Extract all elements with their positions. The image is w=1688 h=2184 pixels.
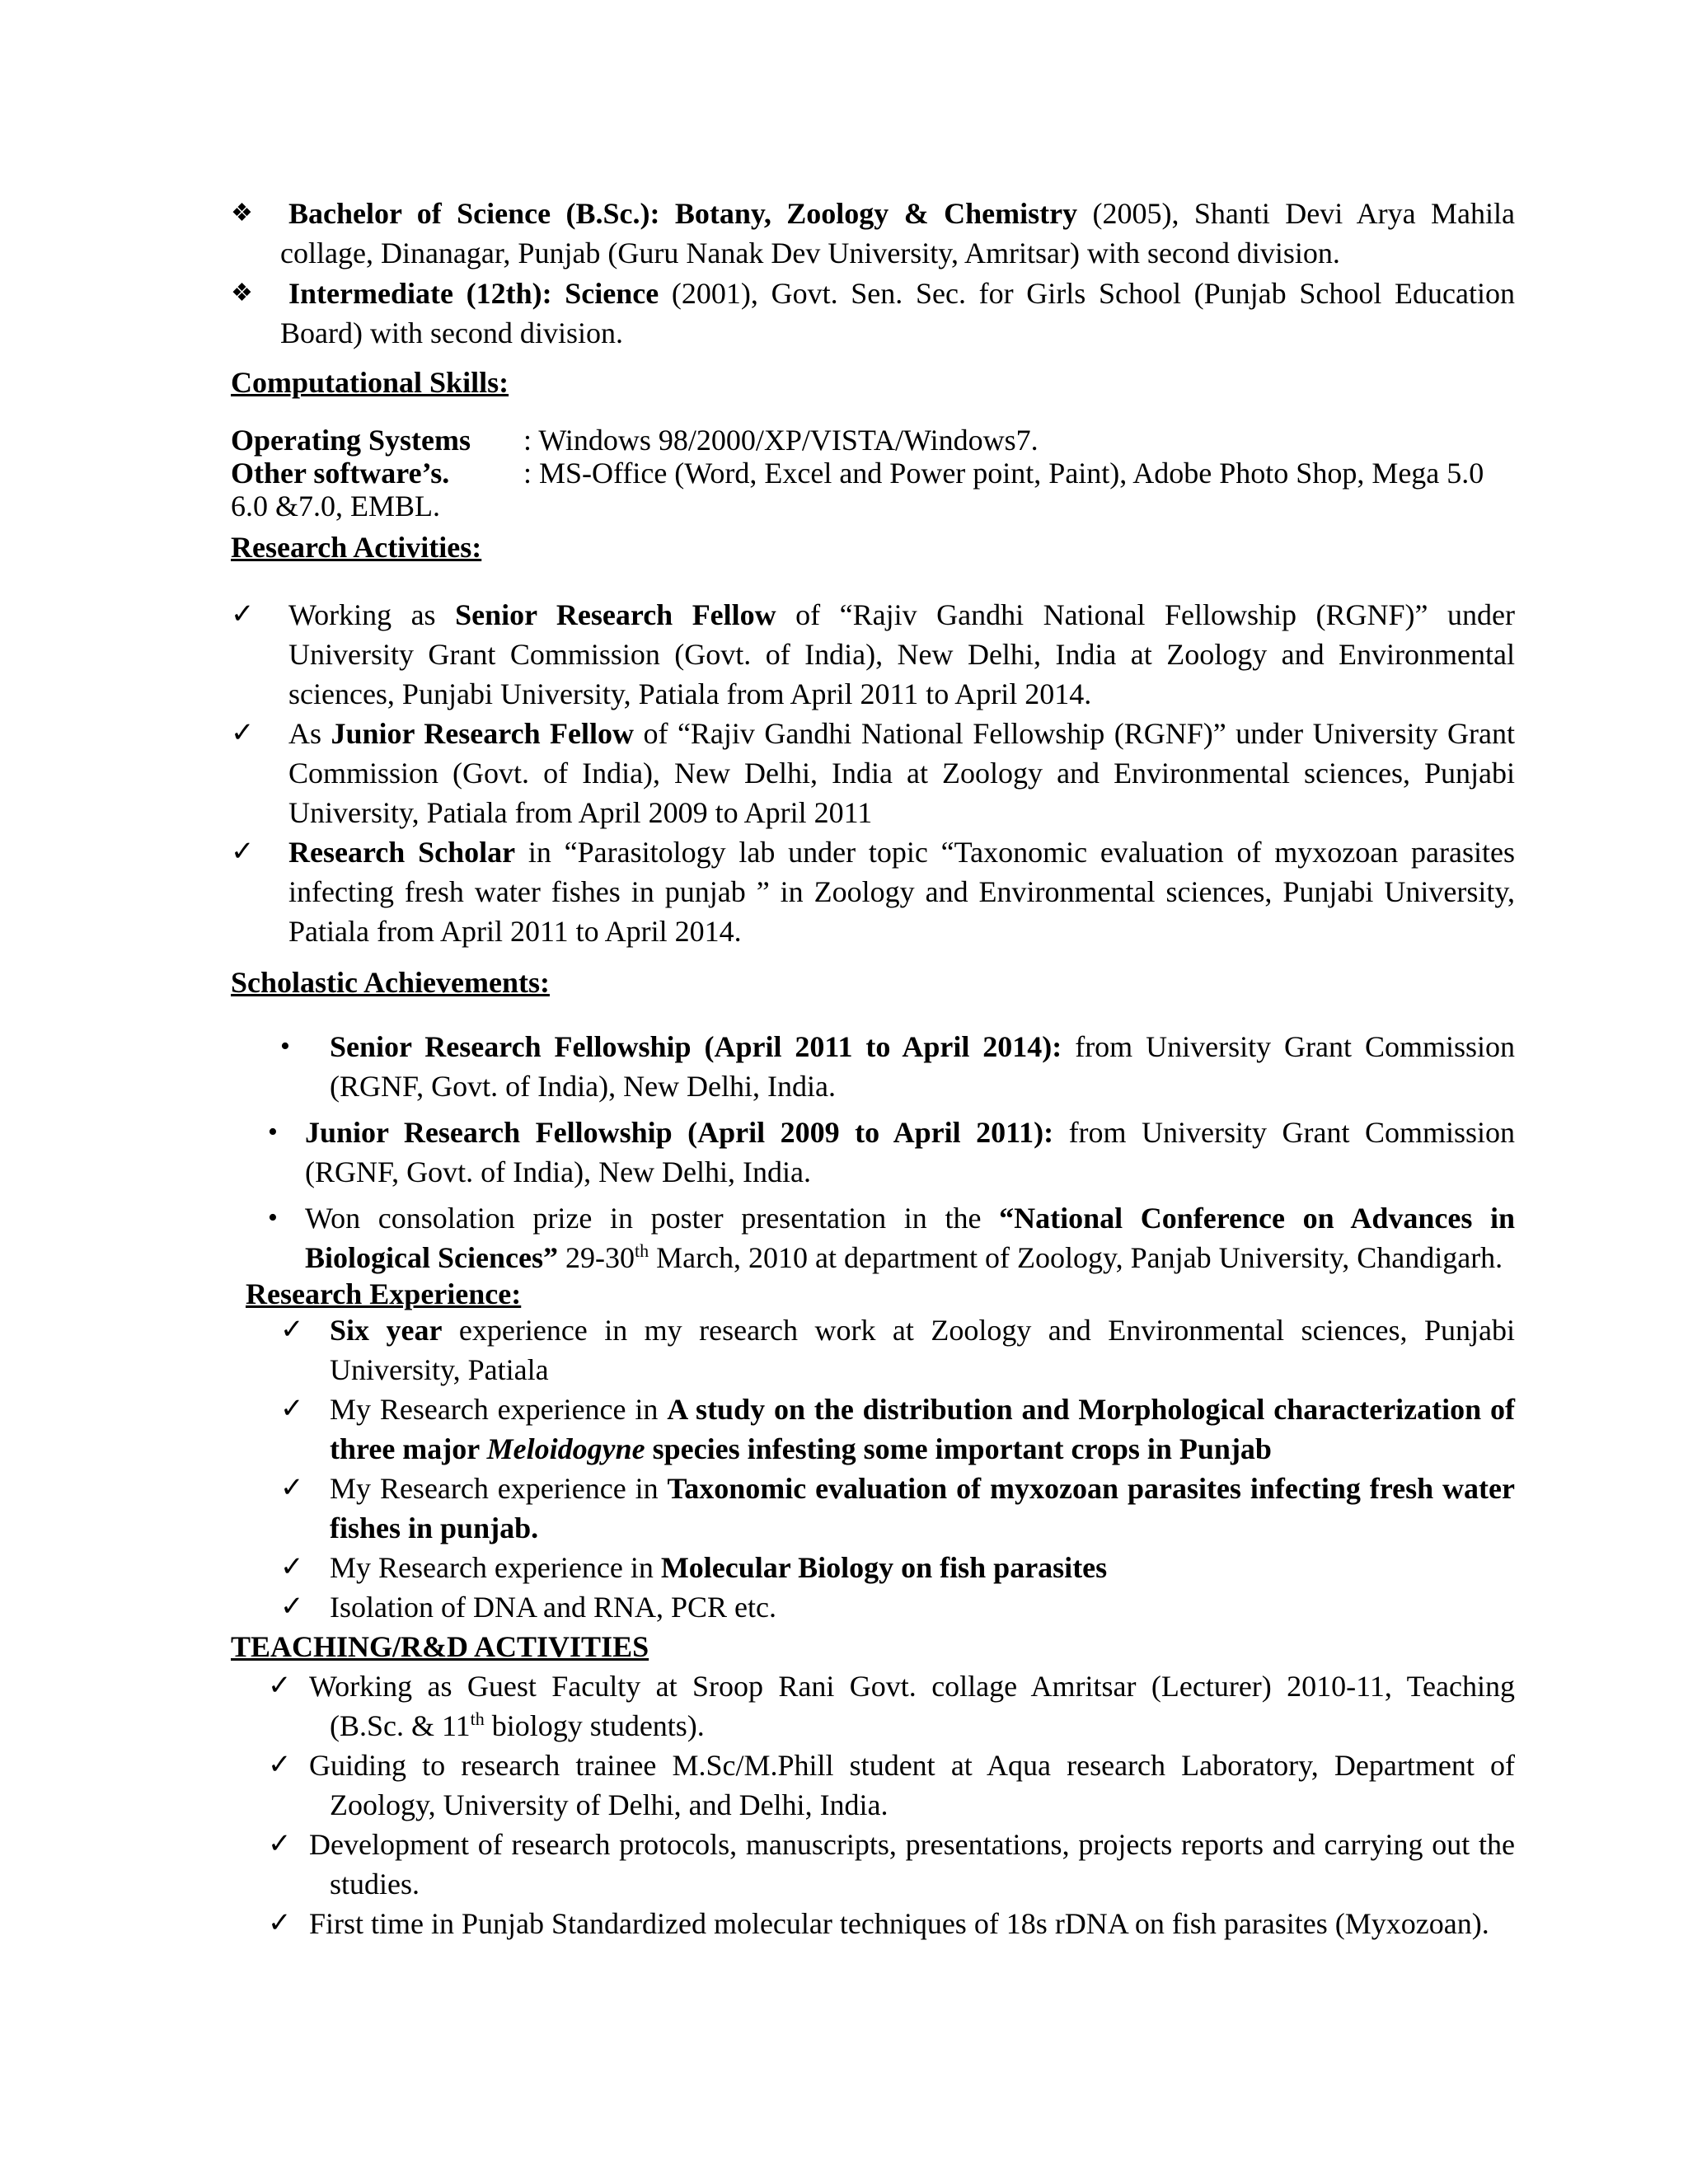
list-item: ✓ My Research experience in A study on the distribution and Morphological characterization of three major Meloidogyne species infesting some important crops in Punjab bbox=[231, 1390, 1515, 1469]
checkmark-icon: ✓ bbox=[280, 1315, 304, 1345]
checkmark-icon: ✓ bbox=[280, 1394, 304, 1424]
list-item: ✓ As Junior Research Fellow of “Rajiv Gandhi National Fellowship (RGNF)” under University Grant Commission (Govt. of India), New Delhi, India at Zoology and Environmental sciences, Punjabi University, Patiala from April 2009 to April 2011 bbox=[231, 714, 1515, 832]
list-item: ✓ My Research experience in Taxonomic evaluation of myxozoan parasites infecting fresh water fishes in punjab. bbox=[231, 1469, 1515, 1548]
operating-systems-row: Operating Systems : Windows 98/2000/XP/VISTA/Windows7. bbox=[231, 424, 1039, 457]
bullet-icon: • bbox=[280, 1031, 290, 1062]
list-item: ✓ Research Scholar in “Parasitology lab under topic “Taxonomic evaluation of myxozoan parasites infecting fresh water fishes in punjab ” in Zoology and Environmental sciences, Punjabi University, Patiala from April 2011 to April 2014. bbox=[231, 832, 1515, 951]
section-heading: Scholastic Achievements: bbox=[231, 966, 550, 999]
section-heading: Computational Skills: bbox=[231, 366, 509, 399]
research-activities-section bbox=[231, 527, 1515, 951]
list-item: ✓ Development of research protocols, manuscripts, presentations, projects reports and carrying out the studies. bbox=[231, 1825, 1515, 1904]
section-heading: TEACHING/R&D ACTIVITIES bbox=[231, 1630, 649, 1663]
diamond-bullet-icon: ❖ bbox=[231, 199, 253, 227]
education-item: ❖ Bachelor of Science (B.Sc.): Botany, Zoology & Chemistry (2005), Shanti Devi Arya Mahila collage, Dinanagar, Punjab (Guru Nanak Dev University, Amritsar) with second division. bbox=[231, 194, 1515, 273]
list-item: ✓ Guiding to research trainee M.Sc/M.Phill student at Aqua research Laboratory, Department of Zoology, University of Delhi, and Delhi, India. bbox=[231, 1746, 1515, 1825]
list-item: • Junior Research Fellowship (April 2009 to April 2011): from University Grant Commission (RGNF, Govt. of India), New Delhi, India. bbox=[231, 1113, 1515, 1192]
diamond-bullet-icon: ❖ bbox=[231, 279, 253, 307]
checkmark-icon: ✓ bbox=[268, 1908, 292, 1938]
section-heading: Research Activities: bbox=[231, 531, 482, 564]
list-item: ✓ Six year experience in my research work at Zoology and Environmental sciences, Punjabi University, Patiala bbox=[231, 1310, 1515, 1390]
other-software-row: Other software’s. : MS-Office (Word, Excel and Power point, Paint), Adobe Photo Shop, Mega 5.0 bbox=[231, 457, 1484, 490]
scholastic-achievements-section bbox=[231, 963, 1515, 1277]
list-item: ✓ My Research experience in Molecular Biology on fish parasites bbox=[231, 1548, 1515, 1587]
bullet-icon: • bbox=[268, 1117, 278, 1147]
education-section bbox=[231, 194, 1515, 353]
computational-skills-section: Computational Skills: Operating Systems : Windows 98/2000/XP/VISTA/Windows7. Other software’s. : MS-Office (Word, Excel and Power point, Paint), Adobe Photo Shop, Mega 5.0 6.0 &7.0, EMBL. bbox=[231, 363, 1515, 523]
checkmark-icon: ✓ bbox=[231, 718, 255, 748]
teaching-section bbox=[231, 1627, 1515, 1943]
list-item: ✓ Working as Senior Research Fellow of “Rajiv Gandhi National Fellowship (RGNF)” under University Grant Commission (Govt. of India), New Delhi, India at Zoology and Environmental sciences, Punjabi University, Patiala from April 2011 to April 2014. bbox=[231, 595, 1515, 714]
list-item: ✓ Isolation of DNA and RNA, PCR etc. bbox=[231, 1587, 1515, 1627]
checkmark-icon: ✓ bbox=[231, 599, 255, 630]
list-item: ✓ First time in Punjab Standardized molecular techniques of 18s rDNA on fish parasites (Myxozoan). bbox=[231, 1904, 1515, 1943]
checkmark-icon: ✓ bbox=[280, 1591, 304, 1622]
checkmark-icon: ✓ bbox=[280, 1473, 304, 1503]
bullet-icon: • bbox=[268, 1202, 278, 1233]
education-item: ❖ Intermediate (12th): Science (2001), Govt. Sen. Sec. for Girls School (Punjab School Education Board) with second division. bbox=[231, 274, 1515, 353]
checkmark-icon: ✓ bbox=[268, 1671, 292, 1701]
section-heading: Research Experience: bbox=[246, 1277, 522, 1310]
checkmark-icon: ✓ bbox=[231, 837, 255, 867]
checkmark-icon: ✓ bbox=[268, 1750, 292, 1780]
research-experience-section bbox=[231, 1277, 1515, 1627]
list-item: ✓ Working as Guest Faculty at Sroop Rani Govt. collage Amritsar (Lecturer) 2010-11, Teaching (B.Sc. & 11th biology students). bbox=[231, 1666, 1515, 1746]
checkmark-icon: ✓ bbox=[280, 1552, 304, 1582]
list-item: • Senior Research Fellowship (April 2011 to April 2014): from University Grant Commission (RGNF, Govt. of India), New Delhi, India. bbox=[231, 1027, 1515, 1106]
list-item: • Won consolation prize in poster presentation in the “National Conference on Advances in Biological Sciences” 29-30th March, 2010 at department of Zoology, Panjab University, Chandigarh. bbox=[231, 1198, 1515, 1277]
checkmark-icon: ✓ bbox=[268, 1829, 292, 1859]
